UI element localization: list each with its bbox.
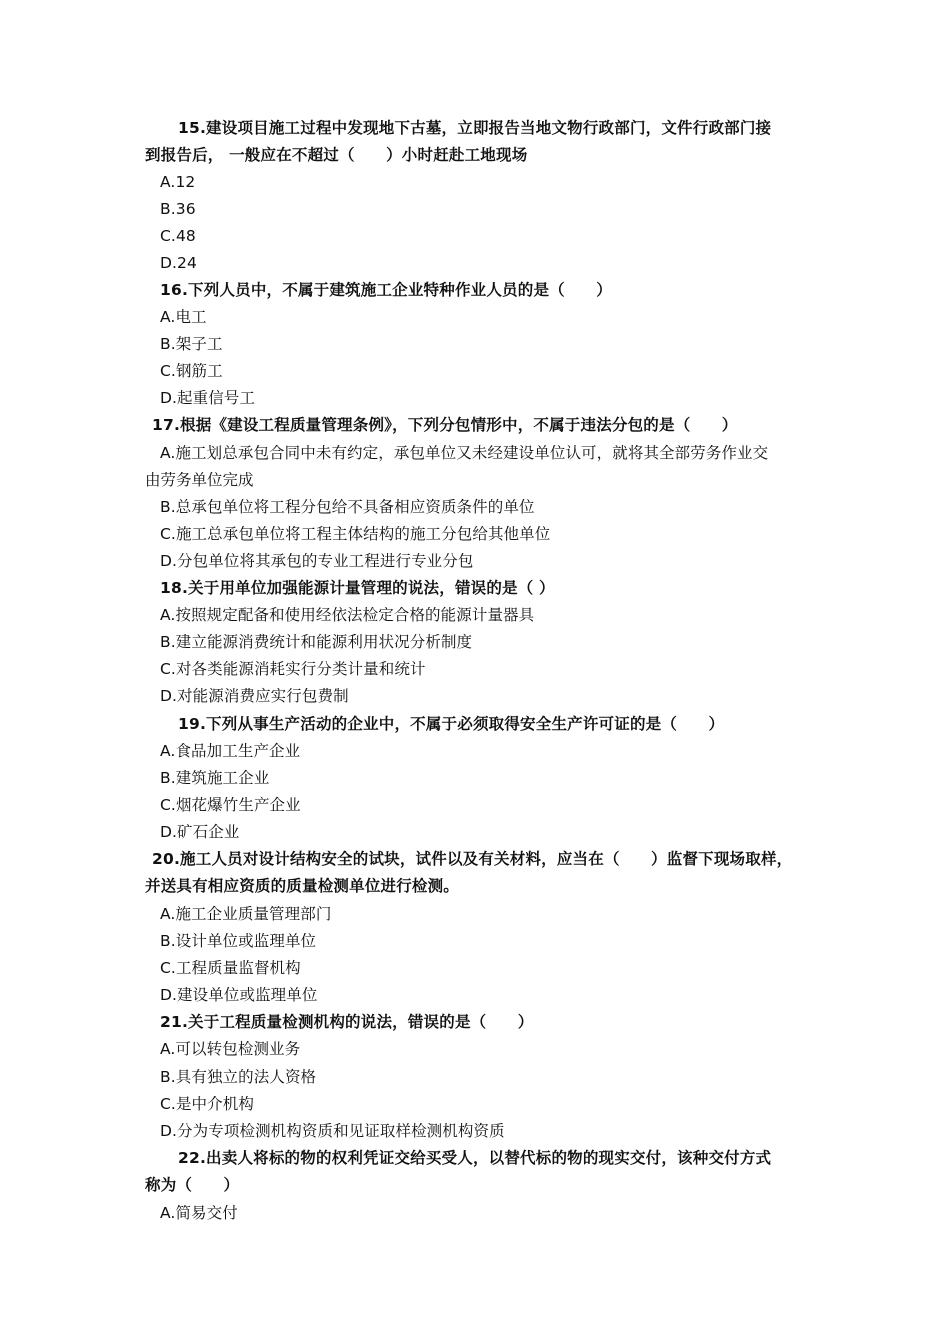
option-19-b: B.建筑施工企业 [160, 769, 270, 787]
option-15-b: B.36 [160, 200, 196, 218]
option-17-d: D.分包单位将其承包的专业工程进行专业分包 [160, 552, 474, 570]
option-18-b: B.建立能源消费统计和能源利用状况分析制度 [160, 633, 473, 651]
option-21-c: C.是中介机构 [160, 1095, 254, 1113]
option-19-d: D.矿石企业 [160, 823, 240, 841]
option-15-a: A.12 [160, 173, 196, 191]
question-20-line-2: 并送具有相应资质的质量检测单位进行检测。 [145, 877, 460, 895]
question-15-line-2: 到报告后， 一般应在不超过（ ）小时赶赴工地现场 [145, 146, 528, 164]
option-18-a: A.按照规定配备和使用经依法检定合格的能源计量器具 [160, 606, 535, 624]
question-17: 17.根据《建设工程质量管理条例》，下列分包情形中，不属于违法分包的是（ ） [152, 416, 738, 434]
question-18: 18.关于用单位加强能源计量管理的说法，错误的是（ ） [160, 579, 555, 597]
option-17-a-line-2: 由劳务单位完成 [145, 471, 254, 489]
option-19-c: C.烟花爆竹生产企业 [160, 796, 301, 814]
option-20-a: A.施工企业质量管理部门 [160, 905, 332, 923]
question-19: 19.下列从事生产活动的企业中，不属于必须取得安全生产许可证的是（ ） [178, 715, 725, 733]
option-20-b: B.设计单位或监理单位 [160, 932, 317, 950]
option-16-a: A.电工 [160, 308, 207, 326]
option-20-d: D.建设单位或监理单位 [160, 986, 318, 1004]
question-22-line-2: 称为（ ） [145, 1176, 240, 1194]
option-17-c: C.施工总承包单位将工程主体结构的施工分包给其他单位 [160, 525, 551, 543]
option-21-a: A.可以转包检测业务 [160, 1040, 301, 1058]
option-17-b: B.总承包单位将工程分包给不具备相应资质条件的单位 [160, 498, 535, 516]
question-16: 16.下列人员中，不属于建筑施工企业特种作业人员的是（ ） [160, 281, 612, 299]
option-20-c: C.工程质量监督机构 [160, 959, 301, 977]
option-19-a: A.食品加工生产企业 [160, 742, 301, 760]
question-21: 21.关于工程质量检测机构的说法，错误的是（ ） [160, 1013, 534, 1031]
option-21-b: B.具有独立的法人资格 [160, 1068, 317, 1086]
question-15-line-1: 15.建设项目施工过程中发现地下古墓，立即报告当地文物行政部门，文件行政部门接 [178, 119, 772, 137]
option-16-b: B.架子工 [160, 335, 223, 353]
option-18-d: D.对能源消费应实行包费制 [160, 687, 349, 705]
option-15-c: C.48 [160, 227, 196, 245]
option-16-d: D.起重信号工 [160, 389, 256, 407]
question-22-line-1: 22.出卖人将标的物的权利凭证交给买受人，以替代标的物的现实交付，该种交付方式 [178, 1149, 772, 1167]
option-15-d: D.24 [160, 254, 197, 272]
option-18-c: C.对各类能源消耗实行分类计量和统计 [160, 660, 426, 678]
option-21-d: D.分为专项检测机构资质和见证取样检测机构资质 [160, 1122, 505, 1140]
option-17-a-line-1: A.施工划总承包合同中未有约定，承包单位又未经建设单位认可，就将其全部劳务作业交 [160, 444, 769, 462]
question-20-line-1: 20.施工人员对设计结构安全的试块，试件以及有关材料，应当在（ ）监督下现场取样， [152, 850, 793, 868]
option-22-a: A.简易交付 [160, 1204, 238, 1222]
option-16-c: C.钢筋工 [160, 362, 223, 380]
